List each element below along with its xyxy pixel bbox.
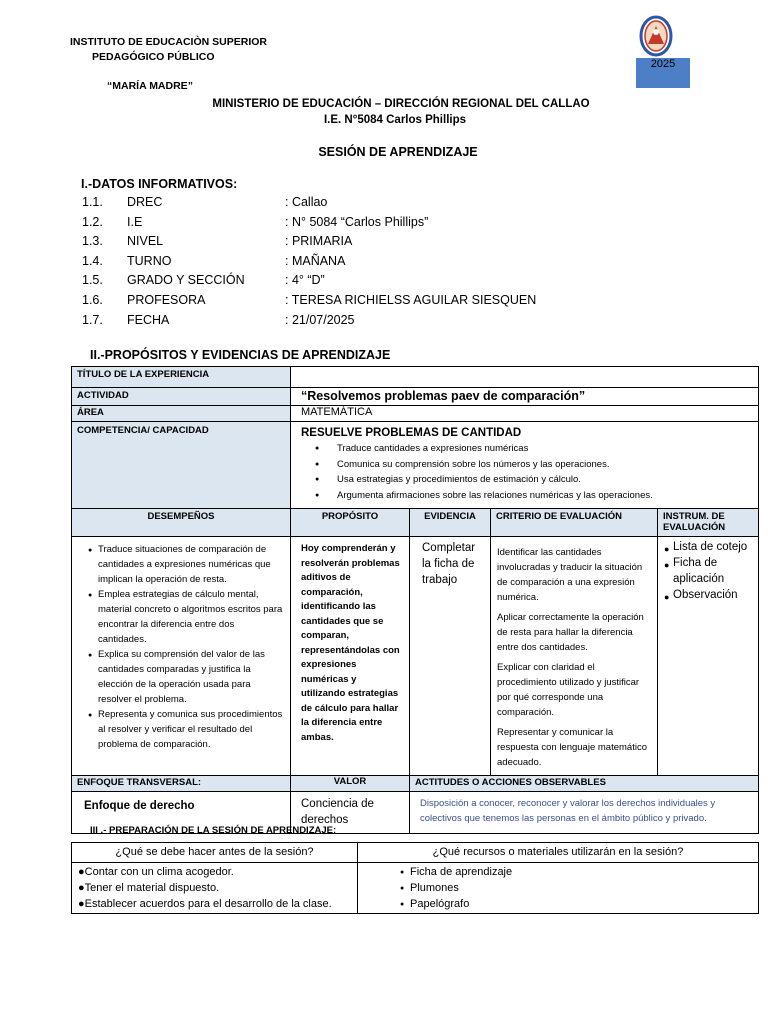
desempeno-item: ● Explica su comprensión del valor de las cantidades comparadas y justifica la elección de la operación usada para resolver el problema.	[86, 647, 284, 707]
desempenos-cell	[72, 537, 291, 776]
area-value: MATEMÁTICA	[291, 406, 759, 422]
col-evidencia: EVIDENCIA	[410, 509, 491, 537]
institution-logo	[636, 14, 690, 88]
datos-row-number: 1.5.	[82, 273, 103, 288]
datos-row-label: PROFESORA	[127, 293, 206, 307]
antes-item: ●Establecer acuerdos para el desarrollo de la clase.	[78, 898, 332, 910]
criterios-cell	[491, 537, 658, 776]
datos-row	[82, 194, 682, 210]
titulo-value	[291, 367, 759, 388]
school-header: I.E. N°5084 Carlos Phillips	[323, 114, 466, 126]
capacidad-item: ● Comunica su comprensión sobre los números y las operaciones.	[301, 457, 748, 473]
criterio-item: Representar y comunicar la respuesta con lenguaje matemático adecuado.	[497, 727, 647, 768]
institute-line2: PEDAGÓGICO PÚBLICO	[92, 51, 215, 63]
preparacion-title: III .- PREPARACIÓN DE LA SESIÓN DE APRENDIZAJE:	[90, 825, 337, 836]
datos-row-label: NIVEL	[127, 234, 164, 249]
recurso-item: ● Papelógrafo	[398, 896, 758, 912]
institute-line1: INSTITUTO DE EDUCACIÒN SUPERIOR	[70, 36, 267, 48]
criterio-item: Aplicar correctamente la operación de resta para hallar la diferencia entre dos cantidades.	[497, 612, 644, 653]
col-recursos: ¿Qué recursos o materiales utilizarán en la sesión?	[358, 843, 759, 863]
capacidad-item: ● Usa estrategias y procedimientos de estimación y cálculo.	[301, 472, 748, 488]
datos-row-value: : N° 5084 “Carlos Phillips”	[285, 214, 429, 229]
area-label: ÁREA	[72, 406, 291, 422]
datos-row-value: : 21/07/2025	[285, 312, 355, 327]
instrumento-item: ● Observación	[664, 587, 755, 603]
datos-row-label: TURNO	[127, 253, 172, 268]
recursos-list	[398, 864, 758, 912]
datos-row	[82, 272, 682, 288]
datos-row	[82, 233, 682, 249]
datos-row-label: FECHA	[127, 312, 170, 327]
enfoque-value: Enfoque de derecho	[72, 792, 291, 834]
datos-row-number: 1.7.	[82, 312, 103, 327]
capacidad-item: ● Argumenta afirmaciones sobre las relaciones numéricas y las operaciones.	[301, 488, 748, 504]
propositos-title: II.-PROPÓSITOS Y EVIDENCIAS DE APRENDIZAJE	[90, 348, 391, 362]
instrumentos-cell	[658, 537, 759, 776]
datos-row	[82, 214, 682, 230]
col-desempenos: DESEMPEÑOS	[72, 509, 291, 537]
criterio-item: Identificar las cantidades involucradas y traducir la situación de comparación a una expresión numérica.	[497, 547, 643, 603]
antes-item: ●Contar con un clima acogedor.	[78, 866, 234, 878]
antes-cell	[72, 863, 358, 914]
datos-row-label: GRADO Y SECCIÓN	[127, 273, 245, 288]
proposito-cell: Hoy comprenderán y resolverán problemas aditivos de comparación, identificando las cantidades que se comparan, representándolas con expresiones numéricas y utilizando estrategias de cálculo para hallar la diferencia entre ambas.	[291, 537, 410, 776]
datos-row-value: : PRIMARIA	[285, 234, 353, 249]
actividad-label: ACTIVIDAD	[72, 388, 291, 406]
datos-row-value: : 4° “D”	[285, 273, 325, 288]
competencia-label: COMPETENCIA/ CAPACIDAD	[72, 422, 291, 509]
actividad-value: “Resolvemos problemas paev de comparación”	[291, 388, 759, 406]
datos-row	[82, 253, 682, 269]
competencia-title: RESUELVE PROBLEMAS DE CANTIDAD	[301, 427, 522, 439]
evidencia-cell: Completar la ficha de trabajo	[410, 537, 491, 776]
datos-row	[82, 312, 682, 328]
antes-item: ●Tener el material dispuesto.	[78, 882, 220, 894]
capacidad-item: ● Traduce cantidades a expresiones numéricas	[301, 441, 748, 457]
institute-name: “MARÍA MADRE”	[107, 80, 193, 92]
competencia-cell	[291, 422, 759, 509]
col-proposito: PROPÓSITO	[291, 509, 410, 537]
recursos-cell	[358, 863, 759, 914]
datos-title: I.-DATOS INFORMATIVOS:	[81, 177, 238, 191]
capacidades-list	[301, 441, 748, 503]
desempeno-item: ● Representa y comunica sus procedimientos al resolver y verificar el resultado del problema de comparación.	[86, 707, 284, 752]
datos-row	[82, 292, 682, 308]
preparacion-table	[71, 842, 759, 914]
propositos-table	[71, 366, 759, 834]
recurso-item: ● Plumones	[398, 880, 758, 896]
desempeno-item: ● Emplea estrategias de cálculo mental, material concreto o algoritmos escritos para encontrar la diferencia entre dos cantidades.	[86, 587, 284, 647]
enfoque-label: ENFOQUE TRANSVERSAL:	[72, 776, 291, 792]
titulo-label: TÍTULO DE LA EXPERIENCIA	[72, 367, 291, 388]
datos-row-number: 1.6.	[82, 293, 103, 307]
datos-row-number: 1.2.	[82, 214, 103, 229]
instrumento-item: ● Lista de cotejo	[664, 539, 755, 555]
instrumentos-list	[664, 539, 755, 603]
col-antes: ¿Qué se debe hacer antes de la sesión?	[72, 843, 358, 863]
session-title: SESIÓN DE APRENDIZAJE	[318, 145, 478, 159]
datos-row-number: 1.3.	[82, 234, 103, 249]
seal-icon	[636, 14, 690, 62]
recurso-item: ● Ficha de aprendizaje	[398, 864, 758, 880]
datos-row-label: DREC	[127, 195, 163, 209]
datos-row-number: 1.1.	[82, 195, 103, 209]
desempeno-item: ● Traduce situaciones de comparación de cantidades a expresiones numéricas que implican la operación de resta.	[86, 542, 284, 587]
datos-row-value: : TERESA RICHIELSS AGUILAR SIESQUEN	[285, 293, 537, 307]
valor-value: Conciencia de derechos	[291, 792, 410, 834]
actitudes-value: Disposición a conocer, reconocer y valorar los derechos individuales y colectivos que tenemos las personas en el ámbito público y privado.	[410, 792, 759, 834]
valor-label: VALOR	[291, 776, 410, 792]
desempenos-list	[86, 542, 284, 752]
col-criterio: CRITERIO DE EVALUACIÓN	[491, 509, 658, 537]
actitudes-label: ACTITUDES O ACCIONES OBSERVABLES	[410, 776, 759, 792]
year-badge: 2025	[636, 58, 690, 88]
col-instrum: INSTRUM. DE EVALUACIÓN	[658, 509, 759, 537]
datos-row-value: : Callao	[285, 195, 328, 209]
ministry-header: MINISTERIO DE EDUCACIÓN – DIRECCIÓN REGIONAL DEL CALLAO	[212, 98, 590, 110]
datos-row-number: 1.4.	[82, 253, 103, 268]
datos-row-label: I.E	[127, 214, 143, 229]
criterio-item: Explicar con claridad el procedimiento utilizado y justificar por qué corresponde una comparación.	[497, 662, 640, 718]
datos-row-value: : MAÑANA	[285, 253, 346, 268]
instrumento-item: ● Ficha de aplicación	[664, 555, 755, 587]
